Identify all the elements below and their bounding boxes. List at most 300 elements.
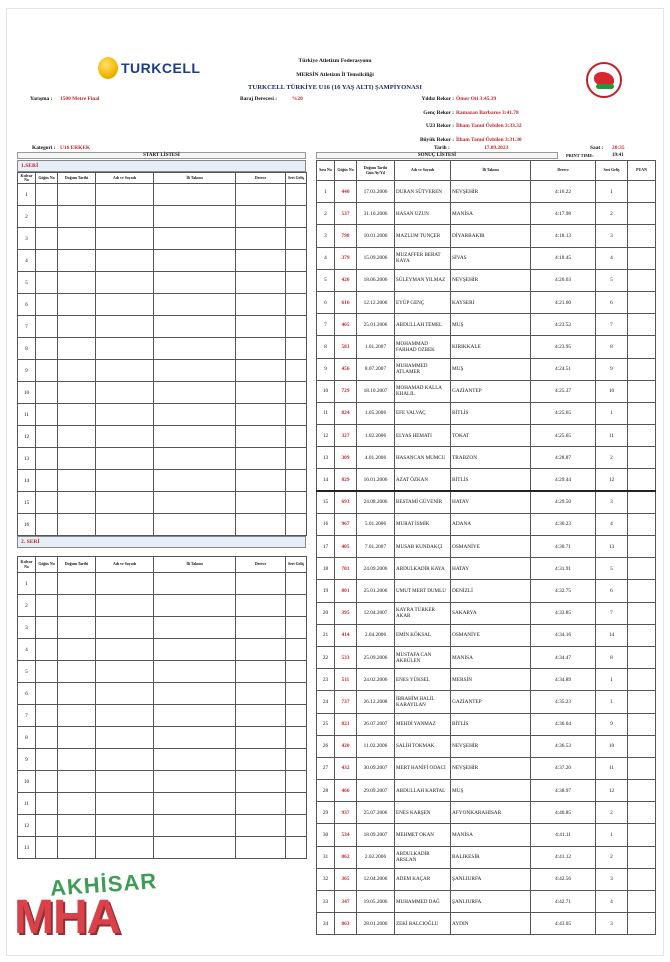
start-list-cell [154, 316, 236, 338]
result-bib: 511 [335, 669, 357, 691]
date-label: Tarih : [434, 145, 450, 151]
result-time: 4:30.23 [531, 513, 596, 535]
result-city: HATAY [451, 558, 531, 580]
start-col-header: İli Takımı [154, 173, 236, 184]
result-dob: 16.01.2006 [357, 469, 395, 491]
result-city: TRABZON [451, 447, 531, 469]
result-time: 4:25.65 [531, 425, 596, 447]
result-name: ABDULKADİR KAYA [395, 558, 451, 580]
result-city: MUŞ [451, 358, 531, 380]
race-value: 1500 Metre Final [60, 96, 100, 102]
start-list-cell [236, 360, 286, 382]
result-dob: 8.07.2007 [357, 358, 395, 380]
result-row [317, 580, 656, 602]
result-city: MERSİN [451, 669, 531, 691]
result-time: 4:28.87 [531, 447, 596, 469]
result-dob: 5.01.2006 [357, 513, 395, 535]
start-list-cell [236, 404, 286, 426]
result-rank: 24 [317, 691, 335, 713]
start-list-cell [58, 705, 96, 727]
start-list-cell [236, 294, 286, 316]
watermark-big-text: MHA [14, 891, 121, 944]
result-city: HATAY [451, 491, 531, 513]
result-rank: 28 [317, 780, 335, 802]
result-time: 4:24.51 [531, 358, 596, 380]
start-list-row [18, 228, 307, 250]
lane-number: 8 [18, 727, 36, 749]
result-heat: 7 [596, 314, 628, 336]
result-name: EMİN KÖKSAL [395, 624, 451, 646]
start-list-cell [96, 771, 154, 793]
record-value: Ömer Oti 3:45.39 [456, 96, 497, 102]
start-list-row [18, 184, 307, 206]
threshold-value: %20 [292, 96, 303, 102]
result-bib: 465 [335, 314, 357, 336]
result-points [628, 891, 656, 913]
start-list-cell [286, 492, 307, 514]
start-list-cell [36, 595, 58, 617]
result-rank: 8 [317, 336, 335, 358]
start-list-cell [96, 228, 154, 250]
start-list-cell [96, 815, 154, 837]
result-heat: 1 [596, 402, 628, 424]
result-points [628, 602, 656, 624]
start-list-cell [96, 793, 154, 815]
result-name: DURAN SÜTVEREN [395, 181, 451, 203]
result-name: UMUT MERT DUMLU [395, 580, 451, 602]
result-name: MUHAMMED DAĞ [395, 891, 451, 913]
start-list-cell [36, 705, 58, 727]
result-rank: 20 [317, 602, 335, 624]
start-list-cell [154, 404, 236, 426]
result-bib: 801 [335, 580, 357, 602]
lane-number: 6 [18, 294, 36, 316]
start-list-cell [36, 206, 58, 228]
start-list-row [18, 749, 307, 771]
lane-number: 5 [18, 272, 36, 294]
start-list-cell [36, 184, 58, 206]
start-list-cell [154, 338, 236, 360]
result-row [317, 291, 656, 313]
result-rank: 4 [317, 247, 335, 269]
result-city: KIRIKKALE [451, 336, 531, 358]
start-list-cell [96, 727, 154, 749]
start-list-row [18, 815, 307, 837]
result-city: GAZİANTEP [451, 691, 531, 713]
result-heat: 1 [596, 691, 628, 713]
start-list-cell [286, 272, 307, 294]
result-heat: 3 [596, 491, 628, 513]
start-list-cell [154, 705, 236, 727]
start-list-cell [154, 184, 236, 206]
start-list-cell [58, 727, 96, 749]
brand-name: TURKCELL [121, 60, 201, 76]
start-list-row [18, 206, 307, 228]
lane-number: 10 [18, 771, 36, 793]
result-dob: 29.09.2007 [357, 780, 395, 802]
start-list-cell [154, 727, 236, 749]
start-list-cell [96, 404, 154, 426]
result-points [628, 469, 656, 491]
result-dob: 12.04.2006 [357, 868, 395, 890]
start-list-cell [286, 727, 307, 749]
seri2-title: 2. SERİ [17, 536, 306, 548]
start-list-cell [236, 316, 286, 338]
result-row [317, 225, 656, 247]
result-bib: 693 [335, 491, 357, 513]
result-dob: 24.09.2006 [357, 558, 395, 580]
lane-number: 13 [18, 448, 36, 470]
result-name: MUHAMMED ATLAMER [395, 358, 451, 380]
result-points [628, 491, 656, 513]
start-list-cell [154, 206, 236, 228]
result-dob: 18.06.2006 [357, 269, 395, 291]
start-list-cell [236, 250, 286, 272]
lane-number: 15 [18, 492, 36, 514]
result-city: BİTLİS [451, 469, 531, 491]
start-list-cell [36, 272, 58, 294]
start-list-cell [36, 448, 58, 470]
result-dob: 24.02.2006 [357, 669, 395, 691]
result-points [628, 580, 656, 602]
results-col-header: Sıra No [317, 161, 335, 181]
print-time-value: 19:41 [612, 153, 624, 158]
result-city: DİYARBAKIR [451, 225, 531, 247]
start-list-cell [154, 360, 236, 382]
result-bib: 729 [335, 380, 357, 402]
result-heat: 3 [596, 225, 628, 247]
result-time: 4:37.20 [531, 757, 596, 779]
result-time: 4:34.16 [531, 624, 596, 646]
result-rank: 9 [317, 358, 335, 380]
result-rank: 26 [317, 735, 335, 757]
result-time: 4:38.97 [531, 780, 596, 802]
result-time: 4:42.71 [531, 891, 596, 913]
result-row [317, 713, 656, 735]
result-heat: 10 [596, 735, 628, 757]
result-rank: 11 [317, 402, 335, 424]
result-dob: 18.10.2007 [357, 380, 395, 402]
start-list-cell [58, 382, 96, 404]
results-col-header: Adı ve Soyadı [395, 161, 451, 181]
start-list-row [18, 617, 307, 639]
category-value: U16 ERKEK [60, 145, 91, 151]
time-value: 20:35 [612, 145, 625, 151]
start-list-cell [286, 228, 307, 250]
federation-emblem-icon [586, 62, 622, 98]
start-list-cell [36, 316, 58, 338]
start-list-cell [236, 382, 286, 404]
start-list-cell [58, 316, 96, 338]
start-list-cell [36, 228, 58, 250]
result-rank: 27 [317, 757, 335, 779]
result-points [628, 624, 656, 646]
result-bib: 309 [335, 447, 357, 469]
start-list-cell [58, 338, 96, 360]
start-list-row [18, 771, 307, 793]
start-col-header: Adı ve Soyadı [96, 557, 154, 573]
result-heat: 4 [596, 513, 628, 535]
start-list-cell [58, 448, 96, 470]
result-heat: 11 [596, 425, 628, 447]
start-list-row [18, 382, 307, 404]
result-row [317, 669, 656, 691]
start-list-cell [154, 294, 236, 316]
result-city: TOKAT [451, 425, 531, 447]
date-value: 17.09.2023 [484, 145, 509, 151]
start-list-cell [36, 661, 58, 683]
result-name: İBRAHİM HALİL KARAYILAN [395, 691, 451, 713]
lane-number: 12 [18, 815, 36, 837]
result-points [628, 425, 656, 447]
start-list-cell [58, 360, 96, 382]
start-list-cell [36, 815, 58, 837]
result-name: ENES YÜKSEL [395, 669, 451, 691]
result-rank: 14 [317, 469, 335, 491]
start-list-cell [154, 426, 236, 448]
result-time: 4:35.23 [531, 691, 596, 713]
result-time: 4:31.91 [531, 558, 596, 580]
result-city: DENİZLİ [451, 580, 531, 602]
result-rank: 23 [317, 669, 335, 691]
start-list-cell [154, 448, 236, 470]
result-row [317, 425, 656, 447]
start-list-cell [58, 793, 96, 815]
result-dob: 25.01.2006 [357, 314, 395, 336]
start-list-cell [96, 639, 154, 661]
result-dob: 25.07.2006 [357, 802, 395, 824]
result-name: EFE VALVAÇ [395, 402, 451, 424]
result-row [317, 824, 656, 846]
start-list-cell [96, 382, 154, 404]
result-dob: 25.09.2006 [357, 646, 395, 668]
start-list-cell [286, 617, 307, 639]
results-col-header: Derece [531, 161, 596, 181]
start-list-cell [36, 470, 58, 492]
result-row [317, 558, 656, 580]
result-bib: 824 [335, 402, 357, 424]
start-list-cell [36, 426, 58, 448]
start-list-cell [154, 639, 236, 661]
results-col-header: Doğum Tarihi Gün/Ay/Yıl [357, 161, 395, 181]
record-label: Genç Rekor : [423, 109, 454, 116]
start-list-cell [236, 683, 286, 705]
result-points [628, 336, 656, 358]
start-list-cell [286, 404, 307, 426]
result-city: NEVŞEHİR [451, 181, 531, 203]
result-heat: 11 [596, 757, 628, 779]
start-list-cell [154, 514, 236, 536]
result-city: OSMANİYE [451, 536, 531, 558]
result-city: MANİSA [451, 203, 531, 225]
start-list-cell [236, 338, 286, 360]
result-heat: 9 [596, 713, 628, 735]
result-name: ADEM KAÇAR [395, 868, 451, 890]
result-points [628, 536, 656, 558]
start-list-cell [36, 338, 58, 360]
result-name: ABDULLAH KARTAL [395, 780, 451, 802]
result-time: 4:16.22 [531, 181, 596, 203]
start-list-cell [36, 617, 58, 639]
start-list-cell [58, 272, 96, 294]
start-list-row [18, 639, 307, 661]
start-list-cell [96, 206, 154, 228]
start-list-cell [36, 749, 58, 771]
result-rank: 18 [317, 558, 335, 580]
result-name: MURAT İSMİK [395, 513, 451, 535]
result-time: 4:25.65 [531, 402, 596, 424]
seri1-start-table [17, 172, 307, 536]
start-list-cell [154, 470, 236, 492]
result-row [317, 735, 656, 757]
result-heat: 1 [596, 669, 628, 691]
start-list-cell [154, 617, 236, 639]
lane-number: 6 [18, 683, 36, 705]
result-bib: 347 [335, 891, 357, 913]
start-col-header: Seri Geliş [286, 557, 307, 573]
start-list-cell [236, 228, 286, 250]
result-name: BESTAMİ GÜVENİR [395, 491, 451, 513]
result-row [317, 203, 656, 225]
result-name: SALİH TOKMAK [395, 735, 451, 757]
start-list-cell [286, 705, 307, 727]
result-points [628, 735, 656, 757]
result-bib: 701 [335, 558, 357, 580]
result-time: 4:33.85 [531, 602, 596, 624]
start-list-row [18, 837, 307, 859]
start-list-cell [36, 793, 58, 815]
result-points [628, 358, 656, 380]
result-bib: 821 [335, 713, 357, 735]
lane-number: 14 [18, 470, 36, 492]
result-points [628, 203, 656, 225]
result-bib: 533 [335, 646, 357, 668]
start-list-cell [286, 661, 307, 683]
result-name: ELYAS HEMATI [395, 425, 451, 447]
result-bib: 440 [335, 181, 357, 203]
start-col-header: Doğum Tarihi [58, 173, 96, 184]
result-bib: 937 [335, 802, 357, 824]
start-list-row [18, 470, 307, 492]
start-list-cell [58, 837, 96, 859]
start-list-cell [236, 793, 286, 815]
result-dob: 15.09.2006 [357, 247, 395, 269]
start-list-row [18, 338, 307, 360]
result-row [317, 269, 656, 291]
result-bib: 432 [335, 757, 357, 779]
result-row [317, 757, 656, 779]
result-bib: 583 [335, 336, 357, 358]
start-list-cell [154, 228, 236, 250]
result-time: 4:21.60 [531, 291, 596, 313]
start-list-cell [96, 316, 154, 338]
result-dob: 1.02.2006 [357, 425, 395, 447]
result-time: 4:43.05 [531, 913, 596, 935]
start-list-cell [286, 294, 307, 316]
result-rank: 12 [317, 425, 335, 447]
start-list-cell [236, 492, 286, 514]
representative-name: MERSİN Atletizm İl Temsilciliği [296, 72, 374, 78]
result-row [317, 447, 656, 469]
start-list-cell [58, 294, 96, 316]
start-list-row [18, 404, 307, 426]
start-list-cell [236, 661, 286, 683]
result-points [628, 913, 656, 935]
result-heat: 2 [596, 802, 628, 824]
start-list-cell [96, 272, 154, 294]
lane-number: 5 [18, 661, 36, 683]
lane-number: 7 [18, 316, 36, 338]
start-list-cell [96, 573, 154, 595]
start-list-cell [58, 573, 96, 595]
result-bib: 405 [335, 536, 357, 558]
result-time: 4:29.50 [531, 491, 596, 513]
result-bib: 420 [335, 735, 357, 757]
result-rank: 15 [317, 491, 335, 513]
result-rank: 19 [317, 580, 335, 602]
start-col-header: Doğum Tarihi [58, 557, 96, 573]
start-list-cell [154, 815, 236, 837]
record-label: U23 Rekor : [425, 123, 454, 129]
results-title: SONUÇ LİSTESİ [316, 152, 558, 159]
start-list-cell [58, 683, 96, 705]
result-rank: 1 [317, 181, 335, 203]
result-dob: 24.08.2006 [357, 491, 395, 513]
result-dob: 1.01.2007 [357, 336, 395, 358]
start-list-cell [58, 228, 96, 250]
start-list-cell [36, 250, 58, 272]
start-list-cell [154, 793, 236, 815]
start-list-cell [286, 573, 307, 595]
result-time: 4:18.13 [531, 225, 596, 247]
result-rank: 17 [317, 536, 335, 558]
start-list-cell [236, 771, 286, 793]
result-row [317, 491, 656, 513]
result-rank: 7 [317, 314, 335, 336]
result-dob: 12.04.2007 [357, 602, 395, 624]
start-list-cell [286, 338, 307, 360]
result-city: BİTLİS [451, 713, 531, 735]
result-name: MOHAMMAD FARHAD OZBEK [395, 336, 451, 358]
result-bib: 534 [335, 824, 357, 846]
start-list-row [18, 360, 307, 382]
result-city: GAZİANTEP [451, 380, 531, 402]
time-label: Saat : [590, 145, 604, 151]
result-heat: 14 [596, 624, 628, 646]
federation-name: Türkiye Atletizm Federasyonu [298, 58, 372, 64]
start-list-cell [236, 727, 286, 749]
result-dob: 30.09.2007 [357, 757, 395, 779]
result-dob: 31.10.2006 [357, 203, 395, 225]
result-heat: 2 [596, 203, 628, 225]
result-heat: 3 [596, 913, 628, 935]
result-city: BİTLİS [451, 402, 531, 424]
result-bib: 466 [335, 780, 357, 802]
start-list-cell [96, 338, 154, 360]
result-name: MUSAB KUNDAKÇI [395, 536, 451, 558]
lane-number: 11 [18, 793, 36, 815]
start-list-cell [236, 206, 286, 228]
start-list-cell [36, 573, 58, 595]
results-col-header: İli Takımı [451, 161, 531, 181]
lane-number: 12 [18, 426, 36, 448]
start-list-cell [58, 184, 96, 206]
result-heat: 6 [596, 291, 628, 313]
start-list-cell [236, 448, 286, 470]
championship-title: TURKCELL TÜRKİYE U16 (16 YAŞ ALTI) ŞAMPİYONASI [248, 84, 422, 91]
start-list-cell [236, 815, 286, 837]
result-bib: 365 [335, 868, 357, 890]
